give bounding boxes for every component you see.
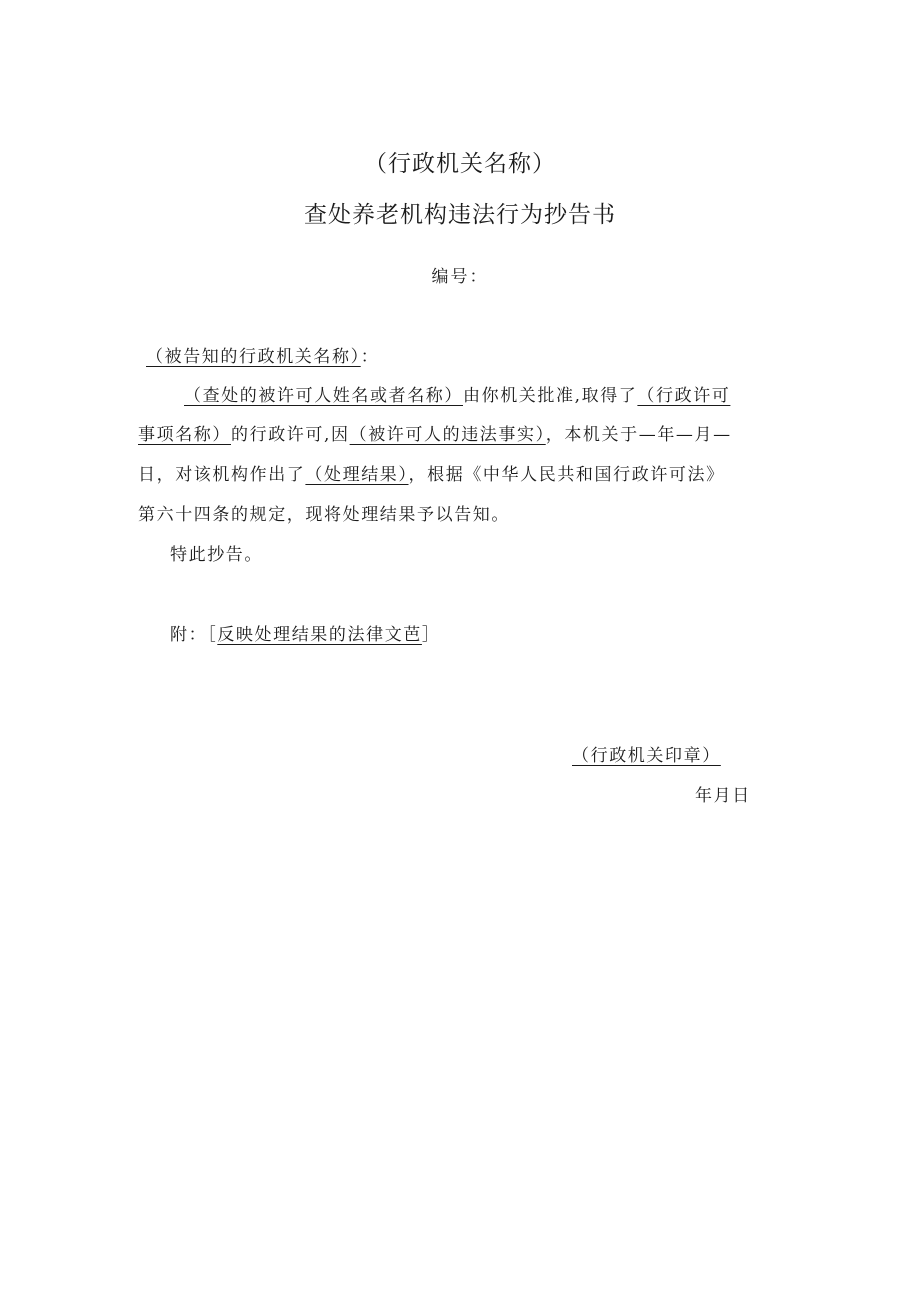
attachment-close-bracket: ］ [421,625,441,645]
recipient-name-placeholder: （被告知的行政机关名称） [146,347,361,367]
body-text-b: 的行政许可,因 [231,425,350,445]
attachment-placeholder: 反映处理结果的法律文芭 [217,625,422,645]
attachment-line [170,620,820,645]
result-placeholder: （处理结果） [305,465,409,485]
paragraph-line-1 [184,381,834,406]
document-title: 查处养老机构违法行为抄告书 [304,202,616,228]
closing-phrase: 特此抄告。 [170,545,263,565]
license-item-placeholder-part1: （行政许可 [637,386,731,406]
paragraph-line-3 [138,460,788,485]
agency-seal-placeholder [572,741,721,766]
body-text-d: 日，对该机构作出了 [138,465,306,485]
body-text-e: ，根据《中华人民共和国行政许可法》 [408,465,725,485]
recipient-colon: ： [360,347,380,367]
license-item-placeholder-part2: 事项名称） [138,425,231,445]
recipient-line [146,342,796,367]
seal-text: （行政机关印章） [572,746,721,766]
agency-name-heading: （行政机关名称） [364,151,556,177]
attachment-label: 附：［ [170,625,218,645]
paragraph-line-4: 第六十四条的规定，现将处理结果予以告知。 [138,505,510,525]
body-text-a: 由你机关批准,取得了 [463,386,638,406]
violation-placeholder: （被许可人的违法事实） [349,425,546,445]
document-number-label: 编号： [431,267,489,287]
date-line: 年月日 [695,786,751,806]
licensee-placeholder: （查处的被许可人姓名或者名称） [184,386,463,406]
body-text-c: ，本机关于—年—月— [545,425,732,445]
paragraph-line-2 [138,420,788,445]
